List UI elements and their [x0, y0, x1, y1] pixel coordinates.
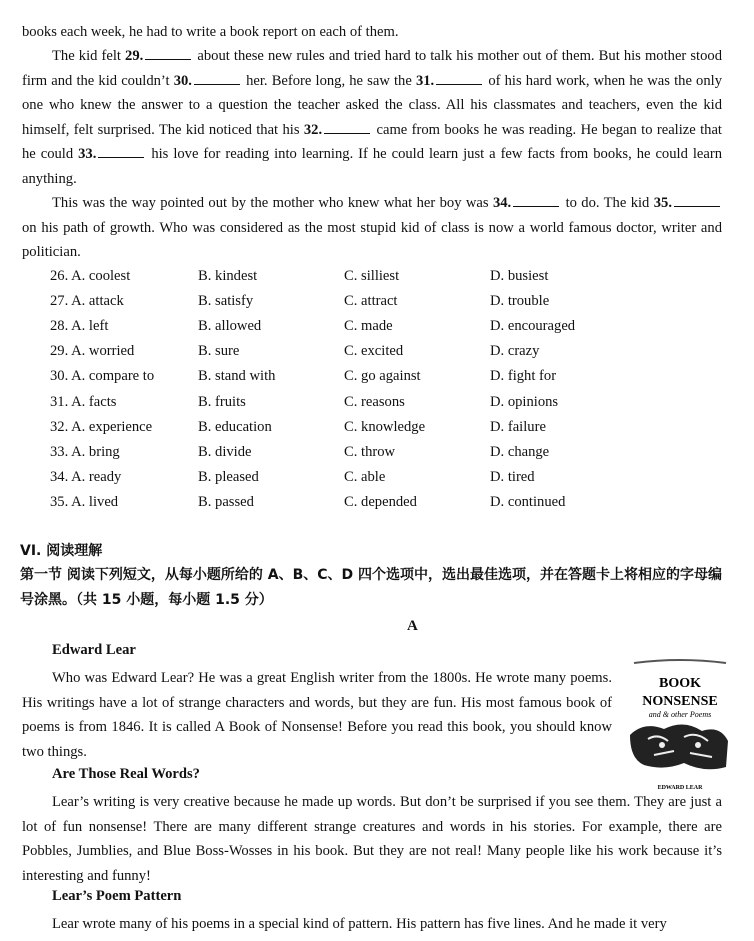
- section-instruction: 第一节 阅读下列短文，从每小题所给的 A、B、C、D 四个选项中，选出最佳选项，并在答题卡上将相应的字母编号涂黑。（共 15 小题，每小题 1.5 分）: [20, 567, 723, 608]
- option-row: [50, 264, 610, 289]
- text-span: came from books he was reading. He began to realize that he could: [22, 121, 722, 162]
- option-c: C. throw: [344, 443, 396, 460]
- blank-number-30: 30.: [173, 72, 192, 89]
- option-row: [50, 440, 610, 465]
- blank-number-33: 33.: [78, 146, 97, 162]
- book-author: EDWARD LEAR: [657, 785, 703, 791]
- illustration: [630, 724, 728, 769]
- blank-29: [145, 59, 191, 60]
- option-row: [50, 389, 610, 414]
- article-heading-1: Are Those Real Words?: [52, 766, 200, 782]
- option-row: [50, 364, 610, 389]
- option-row: [50, 314, 610, 339]
- text-span: on his path of growth. Who was considered as the most stupid kid of class is now a world famous doctor, writer and politician.: [22, 219, 722, 260]
- option-c: C. reasons: [344, 393, 405, 410]
- option-d: D. change: [490, 443, 550, 460]
- option-c: C. able: [344, 468, 386, 485]
- option-d: D. busiest: [490, 268, 549, 285]
- article-paragraph-2: Lear’s writing is very creative because he made up words. But don’t be surprised if you see them. They are just a lot of fun nonsense! There are many different strange creatures and words in his stories. For example, there are Pobbles, Jumblies, and Blue Boss-Wosses in his book. But they are not real! Many people like his work because it’s interesting and funny!: [22, 794, 722, 884]
- cloze-paragraph-2: [22, 191, 722, 265]
- text-span: to do. The kid: [561, 195, 654, 211]
- option-a: 32. A. experience: [50, 418, 153, 435]
- option-a: 26. A. coolest: [50, 268, 131, 285]
- option-row: [50, 490, 610, 515]
- option-a: 30. A. compare to: [50, 368, 155, 385]
- option-b: B. passed: [198, 493, 254, 510]
- options-table: [50, 264, 610, 515]
- option-b: B. stand with: [198, 368, 276, 385]
- section-heading: VI. 阅读理解: [20, 543, 103, 559]
- blank-number-32: 32.: [303, 121, 323, 138]
- option-a: 34. A. ready: [50, 468, 122, 485]
- option-c: C. go against: [344, 368, 421, 385]
- book-title-line-3: and & other Poems: [648, 710, 712, 719]
- option-c: C. made: [344, 318, 393, 335]
- passage-label: A: [407, 618, 418, 634]
- blank-number-29: 29.: [125, 48, 144, 64]
- cloze-paragraph-1: [22, 44, 722, 191]
- option-row: [50, 465, 610, 490]
- option-d: D. crazy: [490, 343, 540, 360]
- option-row: [50, 415, 610, 440]
- blank-number-35: 35.: [653, 195, 672, 211]
- blank-number-31: 31.: [415, 72, 435, 89]
- article-title: Edward Lear: [52, 642, 136, 658]
- article-paragraph-3: Lear wrote many of his poems in a special kind of pattern. His pattern has five lines. And he made it very: [52, 916, 667, 932]
- option-b: B. fruits: [198, 393, 246, 410]
- option-row: [50, 289, 610, 314]
- blank-35: [674, 206, 720, 207]
- option-d: D. trouble: [490, 293, 550, 310]
- book-title-line-1: BOOK: [658, 676, 702, 691]
- option-b: B. pleased: [198, 468, 259, 485]
- option-d: D. fight for: [490, 368, 557, 385]
- option-b: B. kindest: [198, 268, 258, 285]
- option-a: 35. A. lived: [50, 493, 119, 510]
- book-title-line-2: NONSENSE: [642, 694, 718, 709]
- option-d: D. opinions: [490, 393, 559, 410]
- option-d: D. tired: [490, 468, 535, 485]
- intro-line: books each week, he had to write a book report on each of them.: [22, 24, 399, 40]
- option-c: C. silliest: [344, 268, 400, 285]
- option-a: 28. A. left: [50, 318, 109, 335]
- blank-number-34: 34.: [492, 195, 512, 211]
- article-heading-2: Lear’s Poem Pattern: [52, 888, 182, 904]
- option-a: 33. A. bring: [50, 443, 120, 460]
- option-d: D. encouraged: [490, 318, 576, 335]
- text-span: of his hard work, when he was the only one who knew the answer to a question the teacher asked the class. All his classmates and teachers, even the kid himself, felt surprised. The kid noticed that his: [22, 72, 722, 138]
- option-a: 31. A. facts: [50, 393, 117, 410]
- blank-31: [436, 84, 482, 85]
- option-b: B. satisfy: [198, 293, 254, 310]
- text-span: about these new rules and tried hard to talk his mother out of them. But his mother stood firm and the kid couldn’t: [22, 48, 722, 89]
- article-paragraph-1: Who was Edward Lear? He was a great English writer from the 1800s. He wrote many poems. His writings have a lot of strange characters and words, but they are fun. His most famous book of poems is from 1846. It is called A Book of Nonsense! Before you read this book, you should know two things.: [22, 670, 612, 760]
- text-span: his love for reading into learning. If he could learn just a few facts from books, he could learn anything.: [22, 146, 722, 187]
- option-b: B. education: [198, 418, 272, 435]
- blank-30: [194, 84, 240, 85]
- text-span: This was the way pointed out by the mother who knew what her boy was: [52, 195, 493, 211]
- option-b: B. divide: [198, 443, 252, 460]
- book-cover-image: [624, 655, 736, 795]
- option-c: C. attract: [344, 293, 398, 310]
- text-span: her. Before long, he saw the: [241, 72, 416, 89]
- option-d: D. failure: [490, 418, 546, 435]
- blank-32: [324, 133, 370, 134]
- option-c: C. depended: [344, 493, 417, 510]
- option-b: B. sure: [198, 343, 240, 360]
- option-a: 27. A. attack: [50, 293, 124, 310]
- option-c: C. excited: [344, 343, 404, 360]
- option-row: [50, 339, 610, 364]
- blank-33: [98, 157, 144, 158]
- blank-34: [513, 206, 559, 207]
- option-a: 29. A. worried: [50, 343, 135, 360]
- option-d: D. continued: [490, 493, 566, 510]
- option-b: B. allowed: [198, 318, 262, 335]
- text-span: The kid felt: [52, 48, 126, 64]
- option-c: C. knowledge: [344, 418, 426, 435]
